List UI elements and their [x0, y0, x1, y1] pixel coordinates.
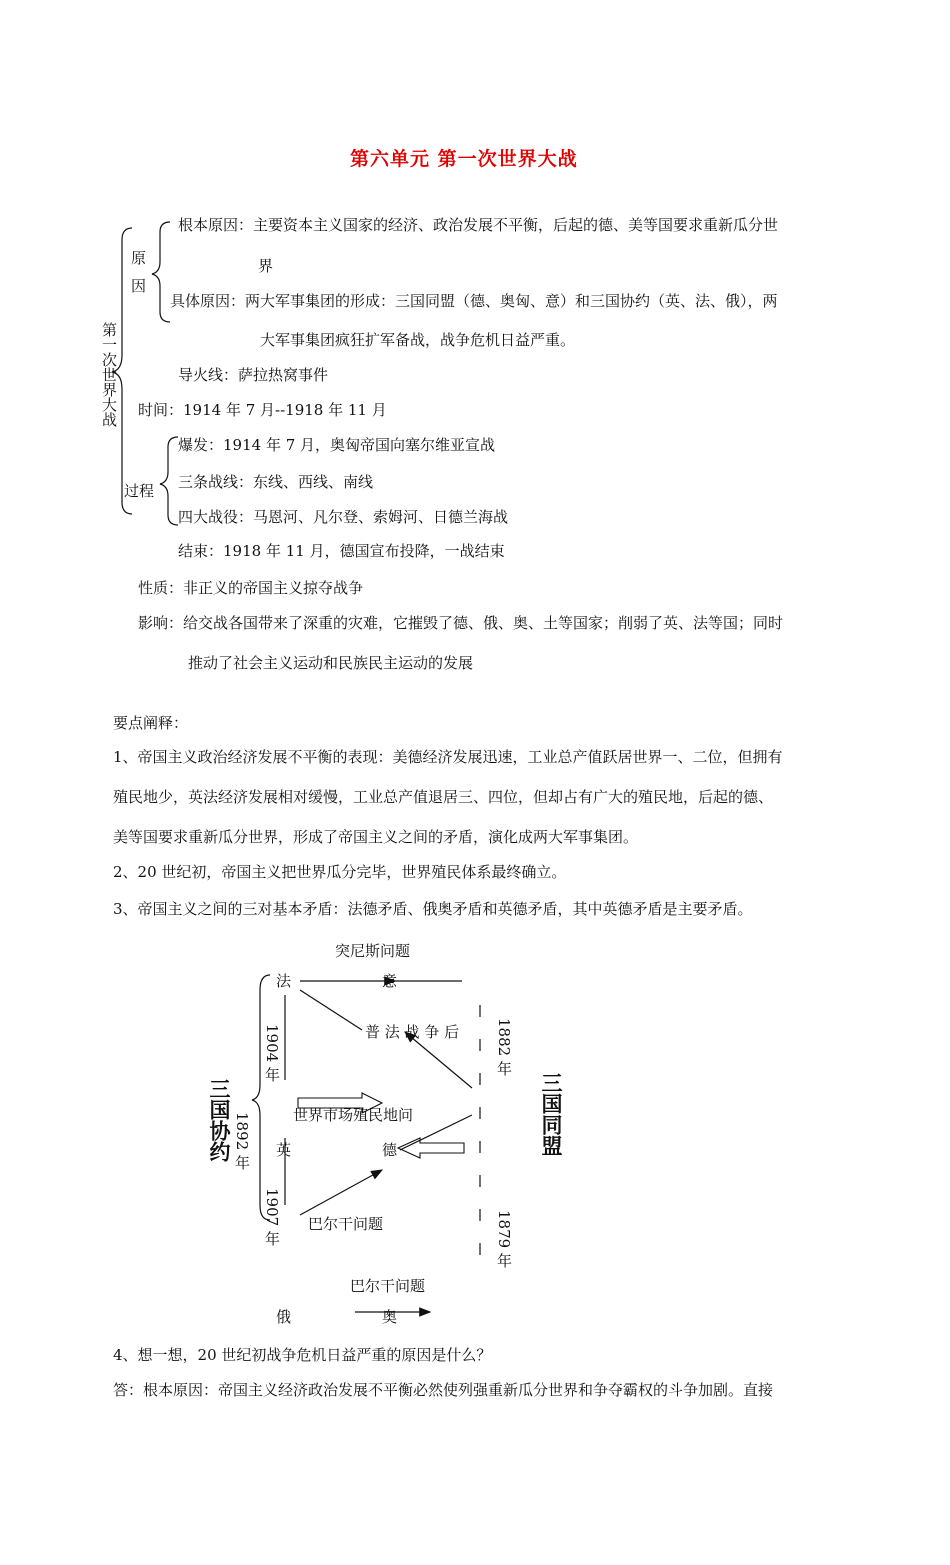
austria-label: 奥: [382, 1308, 398, 1326]
point-1-line3: 美等国要求重新瓜分世界，形成了帝国主义之间的矛盾，演化成两大军事集团。: [113, 828, 639, 846]
year-1904: 1904 年: [263, 1024, 281, 1082]
russia-label: 俄: [276, 1308, 292, 1326]
nature-text: 性质：非正义的帝国主义掠夺战争: [138, 579, 364, 597]
impact-line2: 推动了社会主义运动和民族民主运动的发展: [188, 654, 474, 672]
end-text: 结束：1918 年 11 月，德国宣布投降，一战结束: [178, 542, 505, 560]
cause-label-2: 因: [131, 277, 147, 295]
battles-text: 四大战役：马恩河、凡尔登、索姆河、日德兰海战: [178, 508, 509, 526]
root-cause-line1: 根本原因：主要资本主义国家的经济、政治发展不平衡，后起的德、美等国要求重新瓜分世: [178, 216, 779, 234]
year-1907: 1907 年: [263, 1188, 281, 1246]
point-1-line2: 殖民地少，英法经济发展相对缓慢，工业总产值退居三、四位，但却占有广大的殖民地，后起的德、: [113, 788, 774, 806]
fronts-text: 三条战线：东线、西线、南线: [178, 473, 374, 491]
point-1-line1: 1、帝国主义政治经济发展不平衡的表现：美德经济发展迅速，工业总产值跃居世界一、二位，但拥有: [113, 748, 783, 766]
britain-label: 英: [276, 1141, 292, 1159]
balkan-inner-label: 巴尔干问题: [308, 1215, 384, 1233]
france-label: 法: [276, 972, 292, 990]
outbreak-text: 爆发：1914 年 7 月，奥匈帝国向塞尔维亚宣战: [178, 436, 496, 454]
answer-4: 答：根本原因：帝国主义经济政治发展不平衡必然使列强重新瓜分世界和争夺霸权的斗争加剧。直接: [113, 1381, 774, 1399]
world-market-label: 世界市场殖民地问: [293, 1106, 414, 1124]
cause-label-1: 原: [131, 249, 147, 267]
root-label: 第一次世界大战: [100, 322, 118, 427]
time-text: 时间：1914 年 7 月--1918 年 11 月: [138, 401, 387, 419]
point-3: 3、帝国主义之间的三对基本矛盾：法德矛盾、俄奥矛盾和英德矛盾，其中英德矛盾是主要矛盾。: [113, 900, 753, 918]
year-1892: 1892 年: [233, 1112, 251, 1170]
italy-label: 意: [382, 972, 398, 990]
year-1882: 1882 年: [495, 1018, 513, 1076]
question-4: 4、想一想，20 世纪初战争危机日益严重的原因是什么？: [113, 1346, 492, 1364]
specific-cause-line1: 具体原因：两大军事集团的形成：三国同盟（德、奥匈、意）和三国协约（英、法、俄），两: [170, 292, 778, 310]
tunisia-label: 突尼斯问题: [335, 942, 411, 960]
balkan-outer-label: 巴尔干问题: [350, 1277, 426, 1295]
franco-prussian-label: 普 法 战 争 后: [365, 1023, 460, 1041]
impact-line1: 影响：给交战各国带来了深重的灾难，它摧毁了德、俄、奥、土等国家；削弱了英、法等国；同时: [138, 614, 784, 632]
page-title: 第六单元 第一次世界大战: [350, 148, 578, 170]
germany-label: 德: [382, 1141, 398, 1159]
process-label: 过程: [124, 482, 155, 500]
points-heading: 要点阐释：: [113, 714, 189, 732]
root-cause-line2: 界: [258, 257, 274, 275]
alliance-label: 三国同盟: [539, 1072, 563, 1156]
entente-label: 三国协约: [207, 1078, 231, 1162]
specific-cause-line2: 大军事集团疯狂扩军备战，战争危机日益严重。: [260, 331, 576, 349]
point-2: 2、20 世纪初，帝国主义把世界瓜分完毕，世界殖民体系最终确立。: [113, 863, 567, 881]
year-1879: 1879 年: [495, 1210, 513, 1268]
fuse-text: 导火线：萨拉热窝事件: [178, 366, 329, 384]
